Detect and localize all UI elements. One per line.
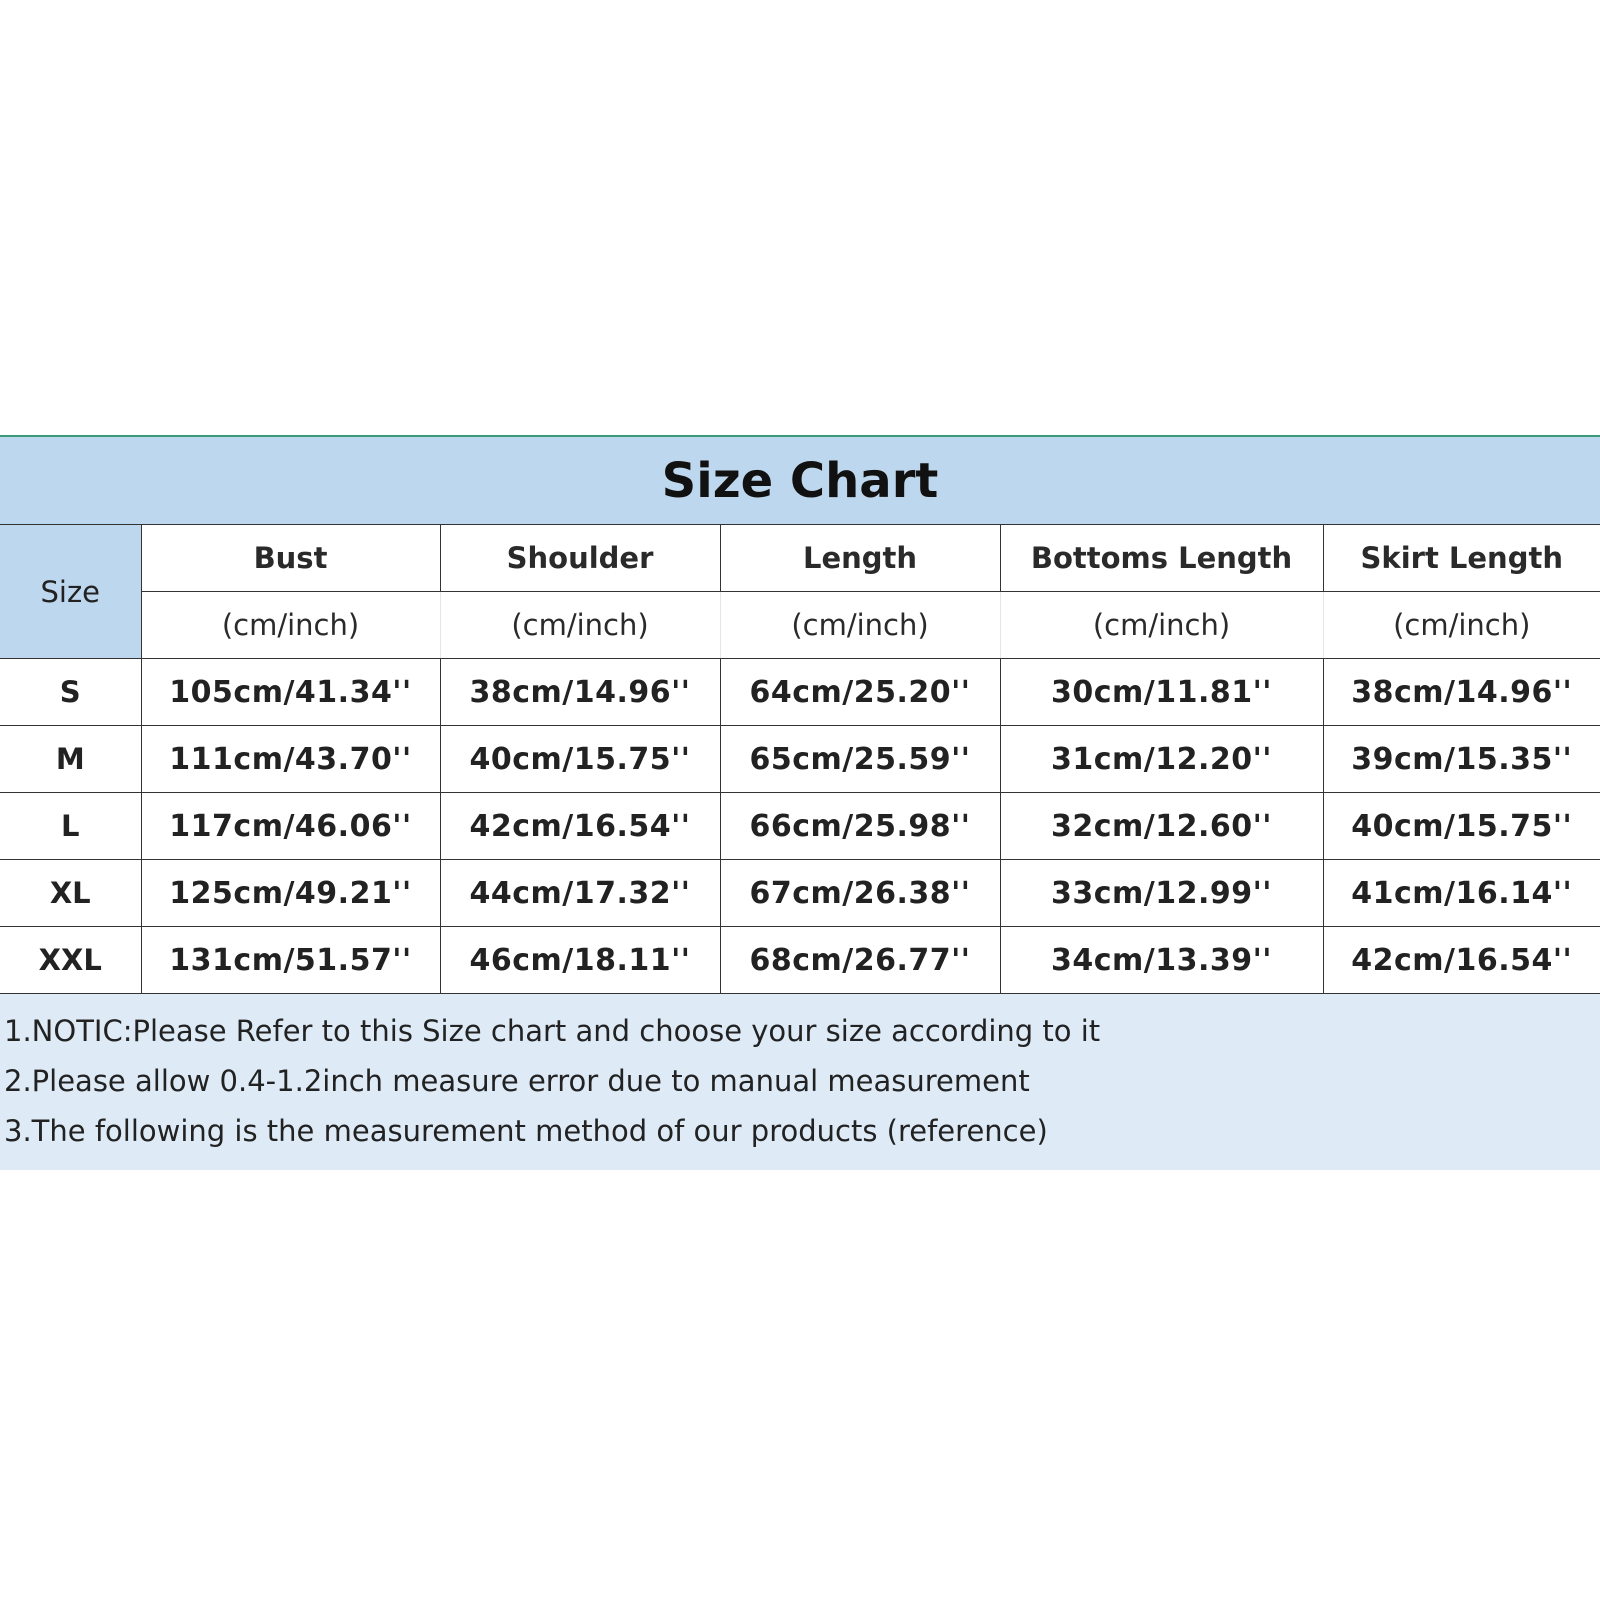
table-cell: 30cm/11.81'' — [1000, 659, 1323, 726]
table-header-row — [0, 525, 1600, 592]
unit-label: (cm/inch) — [1000, 592, 1323, 659]
note-line: 3.The following is the measurement method of our products (reference) — [4, 1114, 1048, 1148]
table-unit-row — [0, 592, 1600, 659]
table-cell: 31cm/12.20'' — [1000, 726, 1323, 793]
table-cell: 42cm/16.54'' — [440, 793, 720, 860]
column-header-bottoms-length: Bottoms Length — [1000, 525, 1323, 592]
table-cell: 66cm/25.98'' — [720, 793, 1000, 860]
column-header-bust: Bust — [141, 525, 440, 592]
table-cell: 40cm/15.75'' — [1323, 793, 1600, 860]
table-cell: 105cm/41.34'' — [141, 659, 440, 726]
note-line: 1.NOTIC:Please Refer to this Size chart and choose your size according to it — [4, 1014, 1101, 1048]
table-cell: 40cm/15.75'' — [440, 726, 720, 793]
table-cell: 125cm/49.21'' — [141, 860, 440, 927]
table-cell: 41cm/16.14'' — [1323, 860, 1600, 927]
table-cell: 42cm/16.54'' — [1323, 927, 1600, 994]
table-cell: 117cm/46.06'' — [141, 793, 440, 860]
table-cell: 131cm/51.57'' — [141, 927, 440, 994]
table-cell: 46cm/18.11'' — [440, 927, 720, 994]
unit-label: (cm/inch) — [1323, 592, 1600, 659]
table-cell: 68cm/26.77'' — [720, 927, 1000, 994]
table-cell: 33cm/12.99'' — [1000, 860, 1323, 927]
notes-panel — [0, 994, 1600, 1170]
size-label: L — [0, 793, 141, 860]
table-cell: 38cm/14.96'' — [440, 659, 720, 726]
size-label: XXL — [0, 927, 141, 994]
table-row — [0, 793, 1600, 860]
table-cell: 34cm/13.39'' — [1000, 927, 1323, 994]
size-label: S — [0, 659, 141, 726]
unit-label: (cm/inch) — [141, 592, 440, 659]
table-cell: 111cm/43.70'' — [141, 726, 440, 793]
size-label: XL — [0, 860, 141, 927]
column-header-skirt-length: Skirt Length — [1323, 525, 1600, 592]
table-row — [0, 659, 1600, 726]
chart-title: Size Chart — [661, 452, 939, 509]
table-cell: 32cm/12.60'' — [1000, 793, 1323, 860]
note-line: 2.Please allow 0.4-1.2inch measure error due to manual measurement — [4, 1064, 1030, 1098]
table-cell: 38cm/14.96'' — [1323, 659, 1600, 726]
table-row — [0, 860, 1600, 927]
column-header-shoulder: Shoulder — [440, 525, 720, 592]
title-bar — [0, 435, 1600, 524]
table-cell: 39cm/15.35'' — [1323, 726, 1600, 793]
size-chart — [0, 435, 1600, 1170]
size-label: M — [0, 726, 141, 793]
table-cell: 65cm/25.59'' — [720, 726, 1000, 793]
table-row — [0, 927, 1600, 994]
unit-label: (cm/inch) — [440, 592, 720, 659]
table-cell: 44cm/17.32'' — [440, 860, 720, 927]
table-row — [0, 726, 1600, 793]
column-header-length: Length — [720, 525, 1000, 592]
size-table — [0, 524, 1600, 994]
size-column-header: Size — [0, 525, 141, 659]
table-cell: 67cm/26.38'' — [720, 860, 1000, 927]
unit-label: (cm/inch) — [720, 592, 1000, 659]
table-cell: 64cm/25.20'' — [720, 659, 1000, 726]
